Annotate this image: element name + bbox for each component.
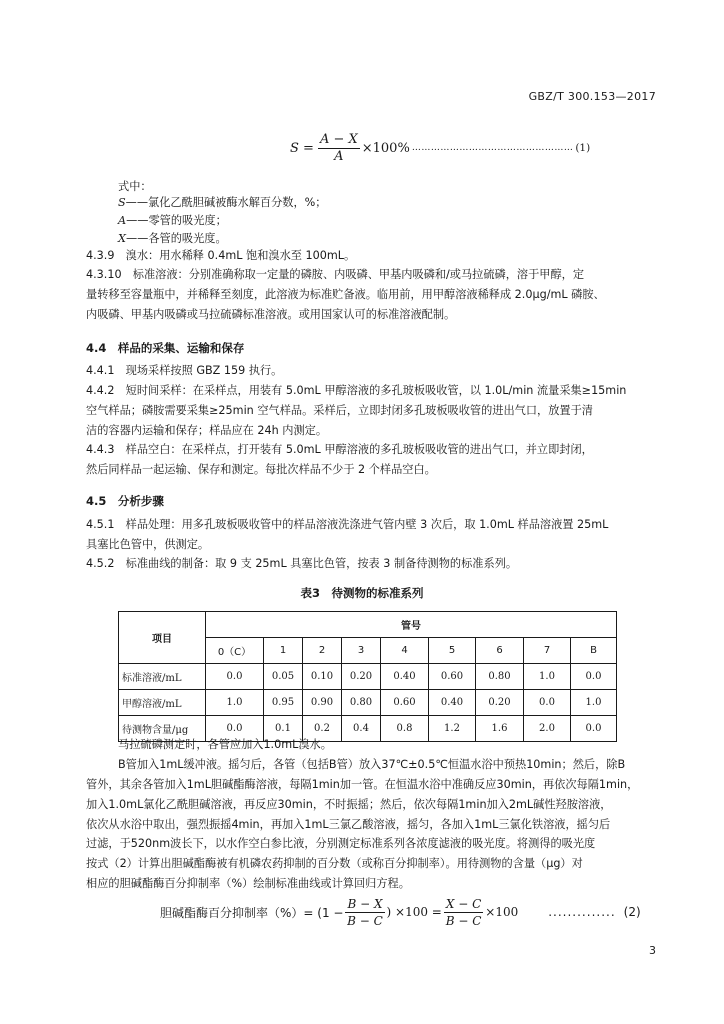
formula-1-numerator: A − X <box>319 131 358 147</box>
clause-4-3-10-line: 4.3.10 标准溶液：分别准确称取一定量的磷胺、内吸磷、甲基内吸磷和/或马拉硫磷，溶于甲醇，定 <box>86 268 585 281</box>
clause-4-4-2-line: 空气样品；磷胺需要采集≥25min 空气样品。采样后，立即封闭多孔玻板吸收管的进出气口，放置于清 <box>86 404 593 417</box>
table-cell: 0.0 <box>571 716 617 742</box>
table-item-header: 项目 <box>119 612 206 664</box>
procedure-line: 管外，其余各管加入1mL胆碱酯酶溶液，每隔1min加一管。在恒温水浴中准确反应30min，再依次每隔1min， <box>86 778 639 791</box>
table-column-header: 2 <box>303 638 342 664</box>
clause-4-5-1-line: 具塞比色管中，供测定。 <box>86 538 210 551</box>
legend-item-a <box>118 214 227 228</box>
table-cell: 2.0 <box>524 716 571 742</box>
table-column-header: 6 <box>476 638 524 664</box>
table-column-header: B <box>571 638 617 664</box>
table-cell: 0.0 <box>571 664 617 690</box>
formula-2-number: (2) <box>623 905 641 919</box>
table-cell: 0.05 <box>264 664 303 690</box>
formula-1-number: (1) <box>575 142 591 154</box>
formula-1 <box>290 128 590 168</box>
table-tube-header: 管号 <box>206 612 617 638</box>
table-cell: 0.1 <box>264 716 303 742</box>
table-cell: 0.40 <box>381 664 429 690</box>
table-cell: 0.80 <box>476 664 524 690</box>
table-column-header: 1 <box>264 638 303 664</box>
formula-2-frac1-denominator: B − C <box>347 913 383 928</box>
formula-2-fraction-2 <box>444 896 483 929</box>
table-cell: 0.0 <box>524 690 571 716</box>
procedure-line: B管加入1mL缓冲液。摇匀后，各管（包括B管）放入37℃±0.5℃恒温水浴中预热10min；然后，除B <box>118 758 626 771</box>
table-cell: 0.4 <box>342 716 381 742</box>
procedure-line: 依次从水浴中取出，强烈振摇4min，再加入1mL三氯乙酸溶液，摇匀，各加入1mL三氯化铁溶液，摇匀后 <box>86 818 611 831</box>
clause-4-4-3-line: 然后同样品一起运输、保存和测定。每批次样品不少于 2 个样品空白。 <box>86 463 436 476</box>
table-row <box>119 664 617 690</box>
legend-text: ——各管的吸光度。 <box>125 232 227 245</box>
clause-4-3-10-line: 量转移至容量瓶中，并稀释至刻度，此溶液为标准贮备液。临用前，用甲醇溶液稀释成 2.0μg/mL 磷胺、 <box>86 288 605 301</box>
table-cell: 0.60 <box>429 664 476 690</box>
table-column-header: 4 <box>381 638 429 664</box>
table-cell: 0.0 <box>206 716 264 742</box>
formula-2-frac2-numerator: X − C <box>445 896 482 911</box>
table-column-header: 3 <box>342 638 381 664</box>
formula-1-dots: …………………………………………… <box>411 143 574 153</box>
table-cell: 0.80 <box>342 690 381 716</box>
table-row <box>119 690 617 716</box>
clause-4-4-3-line: 4.4.3 样品空白：在采样点，打开装有 5.0mL 甲醇溶液的多孔玻板吸收管的进出气口，并立即封闭， <box>86 443 593 456</box>
formula-1-denominator: A <box>334 148 344 164</box>
formula-2-frac1-numerator: B − X <box>347 896 383 911</box>
formula-1-multiplier: ×100% <box>361 140 410 156</box>
formula-2-label: 胆碱酯酶百分抑制率（%）= (1 − <box>160 905 344 920</box>
formula-2-mid: ) ×100 = <box>386 905 442 919</box>
table-column-header: 5 <box>429 638 476 664</box>
table-cell: 1.2 <box>429 716 476 742</box>
legend-item-x <box>118 232 227 246</box>
clause-4-3-9: 4.3.9 溴水：用水稀释 0.4mL 饱和溴水至 100mL。 <box>86 249 356 262</box>
table-cell: 1.0 <box>524 664 571 690</box>
table-cell: 0.95 <box>264 690 303 716</box>
legend-symbol: X <box>118 232 126 245</box>
table-cell: 0.10 <box>303 664 342 690</box>
legend-symbol: S <box>118 196 126 209</box>
clause-4-4-2-line: 洁的容器内运输和保存；样品应在 24h 内测定。 <box>86 424 328 437</box>
formula-2-tail: ×100 <box>485 905 519 919</box>
standard-series-table <box>118 611 617 742</box>
legend-item-s <box>118 196 327 210</box>
table-cell: 1.0 <box>206 690 264 716</box>
table-cell: 1.0 <box>571 690 617 716</box>
page-number: 3 <box>649 944 656 957</box>
section-4-4-title: 4.4 样品的采集、运输和保存 <box>86 341 245 355</box>
table-cell: 0.8 <box>381 716 429 742</box>
malathion-note: 马拉硫磷测定时，各管应加入1.0mL溴水。 <box>118 738 332 751</box>
clause-4-4-2-line: 4.4.2 短时间采样：在采样点，用装有 5.0mL 甲醇溶液的多孔玻板吸收管，以 1.0L/min 流量采集≥15min <box>86 384 627 397</box>
table-cell: 0.40 <box>429 690 476 716</box>
formula-1-lhs: S = <box>290 140 314 156</box>
table-cell: 0.20 <box>342 664 381 690</box>
clause-4-5-1-line: 4.5.1 样品处理：用多孔玻板吸收管中的样品溶液洗涤进气管内壁 3 次后，取 1.0mL 样品溶液置 25mL <box>86 518 609 531</box>
row-label: 甲醇溶液/mL <box>119 690 206 716</box>
formula-2 <box>160 892 641 932</box>
formula-2-frac2-denominator: B − C <box>445 913 482 928</box>
legend-intro: 式中： <box>118 180 152 193</box>
procedure-line: 加入1.0mL氯化乙酰胆碱溶液，再反应30min，不时振摇；然后，依次每隔1min加入2mL碱性羟胺溶液， <box>86 798 612 811</box>
row-label: 标准溶液/mL <box>119 664 206 690</box>
row-label: 待测物含量/μg <box>119 716 206 742</box>
legend-text: ——氯化乙酰胆碱被酶水解百分数，%； <box>125 196 327 209</box>
formula-1-fraction <box>318 132 360 165</box>
table-caption: 表3 待测物的标准系列 <box>300 586 424 600</box>
procedure-line: 按式（2）计算出胆碱酯酶被有机磷农药抑制的百分数（或称百分抑制率）。用待测物的含量（μg）对 <box>86 857 583 870</box>
table-cell: 0.2 <box>303 716 342 742</box>
table-cell: 0.0 <box>206 664 264 690</box>
clause-4-4-1: 4.4.1 现场采样按照 GBZ 159 执行。 <box>86 364 283 377</box>
formula-2-dots: .............. <box>548 905 616 919</box>
section-4-5-title: 4.5 分析步骤 <box>86 494 164 508</box>
legend-symbol: A <box>118 214 127 227</box>
table-cell: 1.6 <box>476 716 524 742</box>
procedure-line: 相应的胆碱酯酶百分抑制率（%）绘制标准曲线或计算回归方程。 <box>86 877 410 890</box>
table-cell: 0.90 <box>303 690 342 716</box>
formula-2-fraction-1 <box>345 896 384 929</box>
standard-code: GBZ/T 300.153—2017 <box>528 90 656 103</box>
table-cell: 0.60 <box>381 690 429 716</box>
clause-4-5-2: 4.5.2 标准曲线的制备：取 9 支 25mL 具塞比色管，按表 3 制备待测物的标准系列。 <box>86 557 518 570</box>
table-column-header: 7 <box>524 638 571 664</box>
table-column-header: 0（C） <box>206 638 264 664</box>
clause-4-3-10-line: 内吸磷、甲基内吸磷或马拉硫磷标准溶液。或用国家认可的标准溶液配制。 <box>86 308 456 321</box>
procedure-line: 过滤，于520nm波长下，以水作空白参比液，分别测定标准系列各浓度滤液的吸光度。将测得的吸光度 <box>86 837 596 850</box>
table-cell: 0.20 <box>476 690 524 716</box>
legend-text: ——零管的吸光度； <box>126 214 227 227</box>
